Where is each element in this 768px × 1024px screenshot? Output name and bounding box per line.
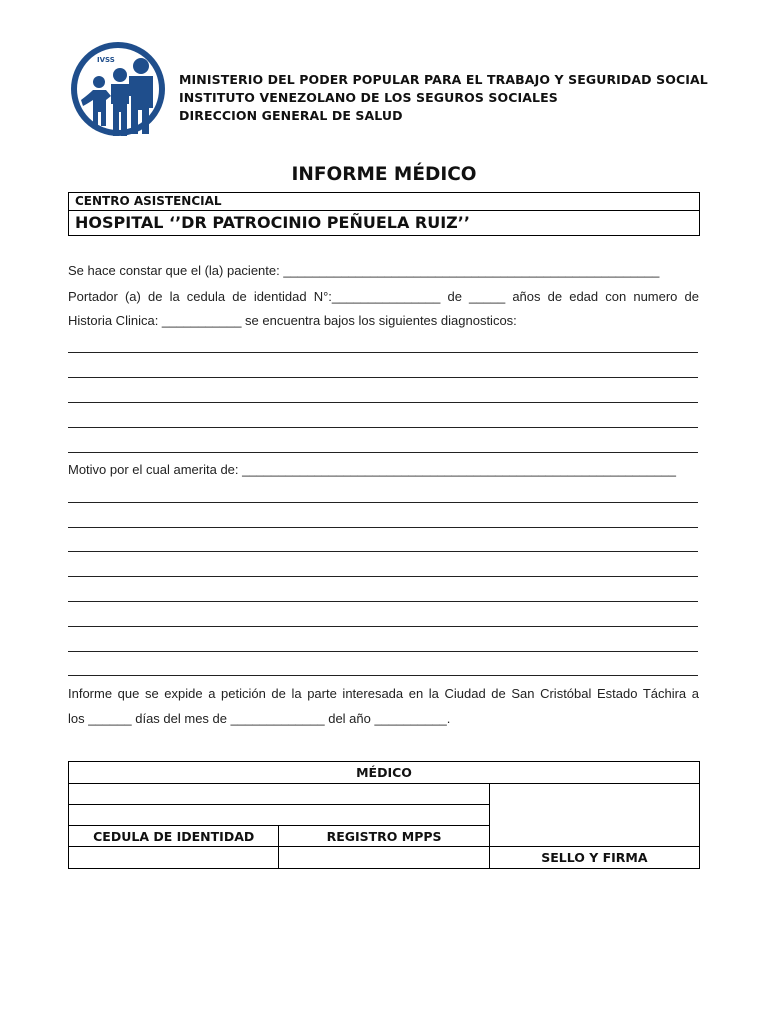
institution-header — [179, 71, 708, 125]
ivss-logo — [69, 38, 167, 140]
sello-firma-label: SELLO Y FIRMA — [489, 847, 699, 869]
cedula-value-cell[interactable] — [69, 847, 279, 869]
doctor-signature-table — [68, 761, 700, 869]
motivo-line[interactable] — [68, 551, 698, 552]
seal-signature-area[interactable] — [489, 784, 699, 847]
doctor-name-cell-2[interactable] — [69, 805, 490, 826]
date-field[interactable]: los ______ días del mes de _____________ del año __________. — [68, 711, 451, 726]
motivo-line[interactable] — [68, 675, 698, 676]
registro-header: REGISTRO MPPS — [279, 826, 489, 847]
diagnosis-line[interactable] — [68, 452, 698, 453]
page-title: INFORME MÉDICO — [291, 164, 477, 185]
registro-value-cell[interactable] — [279, 847, 489, 869]
centro-value: HOSPITAL ‘’DR PATROCINIO PEÑUELA RUIZ’’ — [75, 213, 470, 232]
motivo-line[interactable] — [68, 626, 698, 627]
diagnosis-line[interactable] — [68, 402, 698, 403]
header-ministry: MINISTERIO DEL PODER POPULAR PARA EL TRABAJO Y SEGURIDAD SOCIAL — [179, 72, 708, 87]
header-direction: DIRECCION GENERAL DE SALUD — [179, 108, 403, 123]
cedula-header: CEDULA DE IDENTIDAD — [69, 826, 279, 847]
patient-field[interactable]: Se hace constar que el (la) paciente: ____________________________________________________ — [68, 263, 660, 278]
id-age-field[interactable]: Portador (a) de la cedula de identidad N°:_______________ de _____ años de edad con numero de — [68, 289, 699, 304]
centro-asistencial-box — [68, 192, 700, 236]
doctor-name-cell[interactable] — [69, 784, 490, 805]
motivo-line[interactable] — [68, 527, 698, 528]
diagnosis-line[interactable] — [68, 352, 698, 353]
doctor-header: MÉDICO — [69, 762, 700, 784]
diagnosis-line[interactable] — [68, 377, 698, 378]
logo-text: IVSS — [97, 56, 115, 64]
header-institute: INSTITUTO VENEZOLANO DE LOS SEGUROS SOCIALES — [179, 90, 558, 105]
history-field[interactable]: Historia Clinica: ___________ se encuentra bajos los siguientes diagnosticos: — [68, 313, 517, 328]
diagnosis-line[interactable] — [68, 427, 698, 428]
motivo-line[interactable] — [68, 576, 698, 577]
motivo-line[interactable] — [68, 601, 698, 602]
motivo-field[interactable]: Motivo por el cual amerita de: ____________________________________________________________ — [68, 462, 676, 477]
centro-label: CENTRO ASISTENCIAL — [69, 193, 699, 211]
motivo-line[interactable] — [68, 502, 698, 503]
motivo-line[interactable] — [68, 651, 698, 652]
expedition-text: Informe que se expide a petición de la parte interesada en la Ciudad de San Cristóbal Estado Táchira a — [68, 686, 699, 701]
